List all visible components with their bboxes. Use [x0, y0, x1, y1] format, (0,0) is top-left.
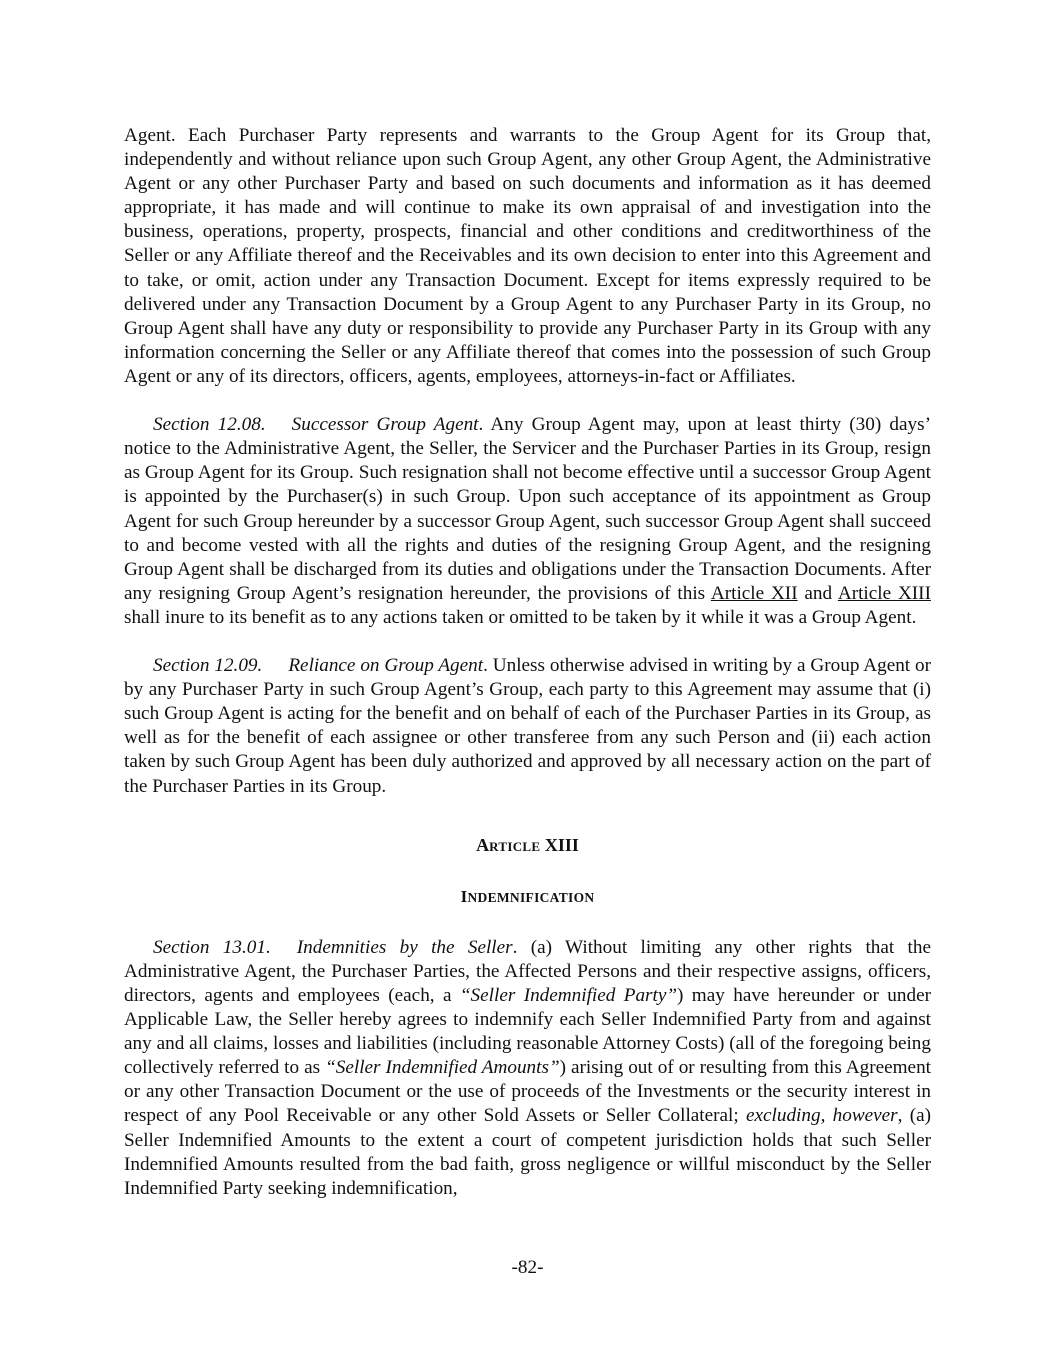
section-13-01-body-a: . (a) Without limiting any other rights that the Administrative Agent, the Purchaser Parties, the Affected Persons and their respective assigns, officers, directors, agents and employees (each, a: [124, 936, 931, 1006]
article-word-first: A: [476, 834, 490, 855]
section-12-09-paragraph: [124, 654, 931, 799]
article-xiii-heading: [124, 833, 931, 859]
section-13-01-number: Section 13.01.: [153, 936, 271, 958]
article-xii-reference: Article XII: [710, 582, 798, 604]
indemnification-first-letter: I: [460, 886, 468, 906]
indemnification-rest: NDEMNIFICATION: [467, 889, 595, 905]
page-number: -82-: [511, 1257, 544, 1278]
excluding-however-term: excluding, however: [745, 1105, 898, 1127]
section-12-08-title: Successor Group Agent: [291, 414, 479, 436]
article-number: XIII: [540, 834, 579, 855]
section-13-01-body-b: ) may have hereunder or under Applicable Law, the Seller hereby agrees to indemnify each Seller Indemnified Party from and against any and all claims, losses and liabilities (including reasonable Attorney Costs) (all of the foregoing being collectively referred to as: [124, 985, 931, 1079]
article-word-rest: RTICLE: [489, 838, 541, 854]
article-xiii-reference: Article XIII: [837, 582, 931, 604]
section-12-09-body: . Unless otherwise advised in writing by a Group Agent or by any Purchaser Party in such Group Agent’s Group, each party to this Agreement may assume that (i) such Group Agent is acting for the benefit and on behalf of each of the Purchaser Parties in its Group, as well as for the benefit of each assignee or other transferee from any such Person and (ii) each action taken by such Group Agent has been duly authorized and approved by all necessary action on the part of the Purchaser Parties in its Group.: [124, 655, 931, 797]
section-12-08-number: Section 12.08.: [153, 414, 266, 436]
section-13-01-title: Indemnities by the Seller: [296, 936, 513, 958]
section-13-01-body-d: , (a) Seller Indemnified Amounts to the extent a court of competent jurisdiction holds that such Seller Indemnified Amounts resulted from the bad faith, gross negligence or willful misconduct by the Seller Indemnified Party seeking indemnification,: [124, 1105, 931, 1199]
section-12-08-body-b: shall inure to its benefit as to any actions taken or omitted to be taken by it while it was a Group Agent.: [124, 606, 917, 628]
section-12-09-number: Section 12.09.: [153, 655, 263, 677]
section-13-01-paragraph: [124, 936, 931, 1201]
section-12-08-body-a: . Any Group Agent may, upon at least thirty (30) days’ notice to the Administrative Agent, the Seller, the Servicer and the Purchaser Parties in its Group, resign as Group Agent for its Group. Such resignation shall not become effective until a successor Group Agent is appointed by the Purchaser(s) in such Group. Upon such acceptance of its appointment as Group Agent for such Group hereunder by a successor Group Agent, such successor Group Agent shall succeed to and become vested with all the rights and duties of the resigning Group Agent, and the resigning Group Agent shall be discharged from its duties and obligations under the Transaction Documents. After any resigning Group Agent’s resignation hereunder, the provisions of this: [124, 414, 931, 604]
section-13-01-body-c: ) arising out of or resulting from this Agreement or any other Transaction Document or the use of proceeds of the Investments or the security interest in respect of any Pool Receivable or any other Sold Assets or Seller Collateral;: [124, 1057, 931, 1127]
document-page: [124, 124, 931, 1201]
seller-indemnified-amounts-term: “Seller Indemnified Amounts”: [325, 1057, 560, 1079]
section-12-09-title: Reliance on Group Agent: [288, 655, 484, 677]
seller-indemnified-party-term: “Seller Indemnified Party”: [459, 985, 678, 1006]
paragraph-agent-reliance: Agent. Each Purchaser Party represents and warrants to the Group Agent for its Group that, independently and without reliance upon such Group Agent, any other Group Agent, the Administrative Agent or any other Purchaser Party and based on such documents and information as it has deemed appropriate, it has made and will continue to make its own appraisal of and investigation into the business, operations, property, prospects, financial and other conditions and creditworthiness of the Seller or any Affiliate thereof and the Receivables and its own decision to enter into this Agreement and to take, or omit, action under any Transaction Document. Except for items expressly required to be delivered under any Transaction Document by a Group Agent to any Purchaser Party in its Group, no Group Agent shall have any duty or responsibility to provide any Purchaser Party in its Group with any information concerning the Seller or any Affiliate thereof that comes into the possession of such Group Agent or any of its directors, officers, agents, employees, attorneys-in-fact or Affiliates.: [124, 125, 931, 387]
indemnification-heading: [124, 885, 931, 910]
section-12-08-and: and: [797, 582, 838, 604]
section-12-08-paragraph: [124, 413, 931, 630]
